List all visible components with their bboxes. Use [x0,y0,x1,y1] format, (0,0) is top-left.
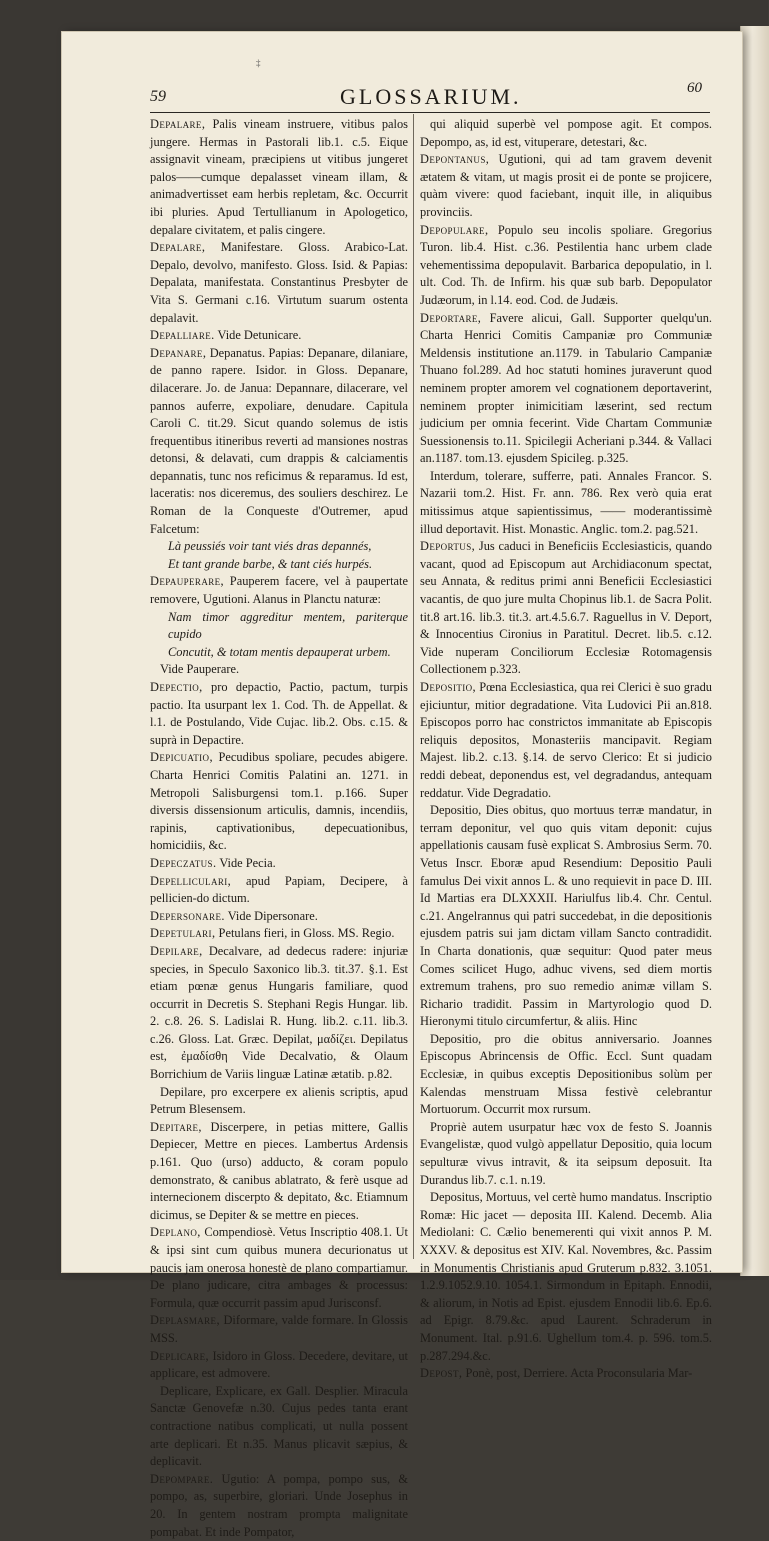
left-column [150,116,408,1539]
header-rule [150,112,710,113]
entry-text: Petulans fieri, in Gloss. MS. Regio. [215,926,395,941]
entry-headword: Depalare, [150,240,206,255]
glossary-entry [150,749,408,855]
entry-text: Isidoro in Gloss. Decedere, devitare, ut applicare, est admovere. [150,1348,408,1381]
verse-line: Concutit, & totam mentis depauperat urbem. [168,644,391,659]
glossary-entry [150,573,408,608]
entry-headword: Depompare. [150,1471,214,1486]
entry-text: Pauperem facere, vel à paupertate removere, Ugutioni. Alanus in Planctu naturæ: [150,574,408,607]
facing-page-edge [740,26,769,1276]
entry-headword: Depauperare, [150,574,225,589]
text-paragraph: Vide Pauperare. [160,662,240,677]
glossary-entry [420,679,712,802]
glossary-entry [150,116,408,239]
entry-text: Vide Detunicare. [214,328,302,343]
text-paragraph: Propriè autem usurpatur hæc vox de festo S. Joannis Evangelistæ, quod vulgò appellatur Depositio, quia locum sepulturæ vivus intravit, & ita seipsum deposuit. Ita Durandus lib.7. c.1. n.19. [420,1119,712,1187]
glossary-entry [150,1312,408,1347]
glossary-entry [150,908,408,926]
entry-headword: Depopulare, [420,222,489,237]
column-divider [413,114,414,1259]
glossary-entry [150,327,408,345]
page-number-left: 59 [150,88,166,105]
text-paragraph: Depositio, Dies obitus, quo mortuus terræ mandatur, in terram deponitur, vel quo quis vitam deponit: cujus appellationis causam fusè explicat S. Ambrosius Serm. 70. Vetus Inscr. Eboræ apud Resendium: Depositio Pauli famulus Dei vixit annos L. & uno requievit in pace D. III. Id Martias era DLXXXII. Hariulfus lib.4. Chr. Centul. c.21. Angelrannus qui patri succedebat, in die depositionis ejusdem patris sui jam dictam villam Sancto contradidit. In Charta donationis, quæ sequitur: Quod pater meus Comes scilicet Hugo, adhuc vivens, sed diem mortis extremum trahens, pro suo remedio animæ villam S. Richario tradidit. Passim in Martyrologio quod D. Hieronymi titulo circumfertur, & aliis. Hinc [420,803,712,1029]
entry-headword: Depalare, [150,117,206,131]
entry-headword: Depetulari, [150,926,216,941]
text-paragraph: Depositus, Mortuus, vel certè humo mandatus. Inscriptio Romæ: Hic jacet — deposita III. Kalend. Decemb. Alia Mediolani: C. Cælio benemerenti qui vixit annos P. M. XXXV. & depositus est XIV. Kal. Novembres, &c. Passim in Monumentis Christianis apud Gruterum p.832. 3.1051. 1.2.9.1052.9.10. 1054.1. Sirmondum in Epitaph. Ennodii, & aliorum, in Notis ad Epist. ejusdem Ennodii lib.6. Ep.6. ad Epigr. 8.79.&c. apud Laurent. Schraderum in Monument. Ital. p.91.6. Ughellum tom.4. p. 596. tom.5. p.287.294.&c. [420,1190,712,1363]
entry-headword: Deplasmare, [150,1313,220,1328]
entry-text: Pecudibus spoliare, pecudes abigere. Charta Henrici Comitis Palatini an. 1271. in Metropoli Salisburgensi tom.1. p.166. Super diversis dissensionum articulis, damnis, incendiis, rapinis, captivationibus, depecuationibus, homicidiis, &c. [150,750,408,853]
glossary-entry [150,855,408,873]
entry-text: apud Papiam, Decipere, à pellicien-do dictum. [150,873,408,906]
entry-text: pro depactio, Pactio, pactum, turpis pactio. Ita usurpant lex 1. Cod. Th. de Appellat. & l.1. de Postulando, Vide Cujac. lib.2. Obs. c.15. & suprà in Depactire. [150,680,408,747]
glossary-entry [150,925,408,943]
entry-headword: Depontanus, [420,152,490,167]
glossary-entry [150,943,408,1084]
entry-headword: Depanare, [150,345,207,360]
right-column [420,116,712,1381]
glossary-entry [150,1471,408,1541]
entry-headword: Depelliculari, [150,873,232,888]
glossary-entry [150,1119,408,1225]
page-title: GLOSSARIUM. [340,84,522,109]
entry-headword: Depositio, [420,680,477,694]
glossary-entry [150,1224,408,1312]
verse-line: Et tant grande barbe, & tant ciés hurpés. [168,556,373,571]
entry-headword: Deplano, [150,1225,201,1240]
entry-text: Vide Dipersonare. [224,908,318,923]
glossary-entry [150,679,408,749]
entry-text: Ugutio: A pompa, pompo sus, & pompo, as, superbire, gloriari. Unde Josephus in 20. In gentem nostram prompta malignitate pompabat. Et inde Pompator, [150,1471,408,1539]
entry-text: Discerpere, in petias mittere, Gallis Depiecer, Mettre en pieces. Lambertus Ardensis p.161. Quo (urso) adducto, & coram populo demonstrato, & canibus ablatrato, & ferè usque ad internecionem discerpto & depitato, &c. Etiamnum dicimus, se Depiter & se mettre en pieces. [150,1119,408,1222]
entry-headword: Deportare, [420,310,482,325]
glossary-entry [150,873,408,908]
entry-headword: Deportus, [420,539,476,554]
glossary-entry [420,222,712,310]
text-paragraph: Depositio, pro die obitus anniversario. Joannes Episcopus Abrincensis de Offic. Eccl. Sunt quadam Ecclesiæ, in quibus exceptis Depositionibus solùm per Kalendas menstruam Missa festivè celebrantur Mortuorum. Occurrit mox rursum. [420,1031,712,1117]
entry-text: Palis vineam instruere, vitibus palos jungere. Hermas in Pastorali lib.1. c.5. Eique assignavit vineam, præcipiens ut vitibus jungeret palos——cumque depalasset vineam illam, & animadvertisset eam herbis repletam, &c. Occurrit ibi pluries. Apud Tertullianum in Apologetico, depalare civitatem, et palis cingere. [150,117,408,237]
entry-text: Favere alicui, Gall. Supporter quelqu'un. Charta Henrici Comitis Campaniæ pro Communiæ Meldensis institutione an.1179. in Tabulario Campaniæ Thuano fol.289. Ad hoc statuti homines juraverunt quod neminem propter amorem vel cognationem deportaverint, neminem propter inimicitiam læserint, sed rectum judicium per omnia fecerint. Vide Chartam Communiæ Suessionensis to.11. Spicilegii Acheriani p.344. & Vallaci an.1187. tom.13. ejusdem Spicileg. p.325. [420,310,712,466]
glossary-entry [420,310,712,468]
text-paragraph: qui aliquid superbè vel pompose agit. Et compos. Depompo, as, id est, vituperare, detestari, &c. [420,117,712,149]
glossary-entry [150,1348,408,1383]
entry-headword: Depost, [420,1366,463,1381]
entry-headword: Depeczatus. [150,855,217,870]
glossary-entry [150,239,408,327]
entry-text: Diformare, valde formare. In Glossis MSS. [150,1313,408,1345]
glossary-entry [420,538,712,679]
entry-text: Ugutioni, qui ad tam gravem devenit ætatem & vitam, ut magis prosit ei de ponte se projicere, quàm vivere: quod faciebant, inquit ille, in aliquibus provinciis. [420,152,712,219]
page-number-right: 60 [687,80,702,96]
entry-text: Jus caduci in Beneficiis Ecclesiasticis, quando vacant, quod ad Episcopum aut Archidiaconum spectat, seu Annata, & reditus primi anni Beneficii Ecclesiastici vacantis, de quo jure multa Chopinus lib.1. de Sacra Polit. tit.8 art.16. lib.3. tit.3. art.4.5.6.7. Raguellus in V. Deport, & Innocentius Cironius in Paratitul. Decret. lib.5. c.12. Vide nuperam Conciliorum Ecclesiæ Rotomagensis Collectionem p.323. [420,539,712,677]
entry-headword: Deplicare, [150,1348,210,1363]
entry-text: Vide Pecia. [216,855,276,870]
entry-headword: Depectio, [150,680,203,694]
verse-line: Là peussiés voir tant viés dras depannés, [168,539,372,554]
entry-headword: Depitare, [150,1119,202,1134]
running-head [150,80,710,114]
verse-line: Nam timor aggreditur mentem, pariterque cupido [168,609,408,642]
text-paragraph: Depilare, pro excerpere ex alienis scriptis, apud Petrum Blesensem. [150,1084,408,1117]
entry-text: Decalvare, ad dedecus radere: injuriæ species, in Speculo Saxonico lib.3. tit.37. §.1. Est etiam pœnæ genus Hungaris familiare, quod occurrit in Decretis S. Stephani Regis Hungar. lib. 2. c.8. 26. S. Ladislai R. Hung. lib.2. c.11. lib.3. c.26. Gloss. Lat. Græc. Depilat, μαδίζει. Depilatus est, ἐμαδίσθη Vide Decalvatio, & Olaum Borrichium de Variis linguæ Latinæ ætatib. p.82. [150,943,408,1082]
text-paragraph: Interdum, tolerare, sufferre, pati. Annales Francor. S. Nazarii tom.2. Hist. Fr. ann. 786. Rex verò quia erat mitissimus atque sapientissimus, —— moderantissimè illud deportavit. Hist. Monastic. Anglic. tom.2. pag.521. [420,468,712,536]
signature-mark: ‡ [256,58,261,68]
text-paragraph: Deplicare, Explicare, ex Gall. Desplier. Miracula Sanctæ Genovefæ n.30. Cujus pedes tanta erant contractione natibus complicati, ut nulla possent arte deplicari. Et n.35. Manus plicavit sæpius, & deplicavit. [150,1383,408,1469]
glossary-entry [150,345,408,539]
glossary-entry [420,151,712,221]
entry-headword: Depalliare. [150,328,215,343]
entry-text: Pœna Ecclesiastica, qua rei Clerici è suo gradu ejiciuntur, mitior degradatione. Vita Ludovici Pii an.818. Episcopos porro hac constrictos immanitate ab Episcopis reliquis depositos, Monasteriis mancipavit. Regiam Majest. lib.2. c.13. §.14. de servo Clerico: Et si judicio reddi debeat, deponendus est, vel degradandus, antequam reddatur. Vide Degradatio. [420,680,712,800]
entry-text: Manifestare. Gloss. Arabico-Lat. Depalo, devolvo, manifesto. Gloss. Isid. & Papias: Depalata, manifestata. Constantinus Presbyter de Vita S. Germani c.16. Virtutum suarum ostenta depalavit. [150,240,408,325]
entry-headword: Depicuatio, [150,750,213,765]
entry-text: Depanatus. Papias: Depanare, dilaniare, de panno rapere. Isidor. in Gloss. Depanare, dilacerare. Jo. de Janua: Depannare, dilacerare, vel pannos auferre, expoliare, denudare. Capitula Caroli C. tit.29. Sicut quando solemus de istis frequentibus itineribus reverti ad mansiones nostras detonsi, & delavati, cum drappis & calciamentis depannatis, tunc nos reficimus & reparamus. Id est, laceratis: nos diceremus, des souliers deschirez. Le Roman de la Conqueste d'Outremer, apud Falcetum: [150,345,408,536]
entry-text: Compendiosè. Vetus Inscriptio 408.1. Ut & ipsi sint cum quibus munera decurionatus ut paucis jam onerosa honestè de plano compartiamur. De plano judicare, citra ambages & processus: Formula, quæ occurrit passim apud Jurisconsf. [150,1225,408,1310]
entry-text: Populo seu incolis spoliare. Gregorius Turon. lib.4. Hist. c.36. Pestilentia hanc urbem clade vehementissima depopulavit. Barbarica depopulatio, in l. ult. Cod. Th. de Infirm. his quæ sub barb. Depopulator Judæorum, in l.14. eod. Cod. de Judæis. [420,222,712,307]
entry-headword: Depilare, [150,943,203,958]
glossary-entry [420,1365,712,1383]
entry-text: Ponè, post, Derriere. Acta Proconsularia Mar- [462,1366,693,1381]
entry-headword: Depersonare. [150,908,225,923]
